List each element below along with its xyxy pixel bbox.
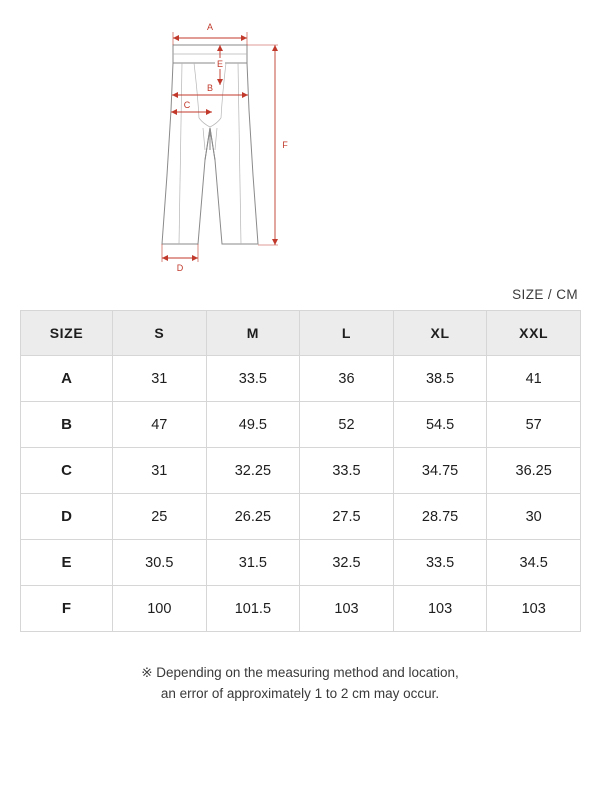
cell-a-xxl: 41 (487, 356, 581, 402)
cell-c-m: 32.25 (206, 448, 300, 494)
column-header-xxl: XXL (487, 311, 581, 356)
size-table-head (21, 311, 581, 356)
table-row (21, 540, 581, 586)
dimension-label-c: C (183, 100, 191, 110)
column-header-xl: XL (393, 311, 487, 356)
dimension-label-e: E (216, 59, 224, 69)
garment-diagram (0, 0, 600, 285)
cell-a-xl: 38.5 (393, 356, 487, 402)
table-row (21, 402, 581, 448)
cell-b-s: 47 (113, 402, 207, 448)
cell-e-s: 30.5 (113, 540, 207, 586)
cell-f-m: 101.5 (206, 586, 300, 632)
measurement-disclaimer (0, 662, 600, 704)
cell-d-xl: 28.75 (393, 494, 487, 540)
table-row (21, 494, 581, 540)
cell-a-m: 33.5 (206, 356, 300, 402)
cell-f-s: 100 (113, 586, 207, 632)
table-row (21, 448, 581, 494)
cell-d-s: 25 (113, 494, 207, 540)
disclaimer-line-2: an error of approximately 1 to 2 cm may occur. (160, 686, 440, 701)
cell-f-xl: 103 (393, 586, 487, 632)
pants-outline (162, 45, 258, 244)
cell-b-m: 49.5 (206, 402, 300, 448)
column-header-m: M (206, 311, 300, 356)
cell-d-m: 26.25 (206, 494, 300, 540)
cell-b-xl: 54.5 (393, 402, 487, 448)
unit-caption: SIZE / CM (512, 287, 578, 302)
row-label-e: E (21, 540, 113, 586)
table-row (21, 356, 581, 402)
row-label-a: A (21, 356, 113, 402)
cell-b-l: 52 (300, 402, 394, 448)
cell-c-xl: 34.75 (393, 448, 487, 494)
size-table (20, 310, 581, 632)
disclaimer-line-1: ※ Depending on the measuring method and location, (141, 665, 459, 680)
cell-e-l: 32.5 (300, 540, 394, 586)
cell-e-xl: 33.5 (393, 540, 487, 586)
cell-c-xxl: 36.25 (487, 448, 581, 494)
cell-e-m: 31.5 (206, 540, 300, 586)
cell-f-l: 103 (300, 586, 394, 632)
cell-c-s: 31 (113, 448, 207, 494)
column-header-size: SIZE (21, 311, 113, 356)
dimension-label-a: A (206, 22, 214, 32)
pants-technical-drawing (110, 0, 490, 285)
cell-f-xxl: 103 (487, 586, 581, 632)
cell-e-xxl: 34.5 (487, 540, 581, 586)
cell-b-xxl: 57 (487, 402, 581, 448)
dimension-label-d: D (176, 263, 184, 273)
dimension-label-f: F (282, 140, 288, 150)
cell-a-l: 36 (300, 356, 394, 402)
dimension-label-b: B (206, 83, 214, 93)
table-row (21, 586, 581, 632)
row-label-c: C (21, 448, 113, 494)
row-label-f: F (21, 586, 113, 632)
column-header-s: S (113, 311, 207, 356)
row-label-b: B (21, 402, 113, 448)
row-label-d: D (21, 494, 113, 540)
cell-a-s: 31 (113, 356, 207, 402)
size-table-wrap (20, 310, 580, 632)
column-header-l: L (300, 311, 394, 356)
cell-d-xxl: 30 (487, 494, 581, 540)
table-header-row (21, 311, 581, 356)
size-table-body (21, 356, 581, 632)
cell-d-l: 27.5 (300, 494, 394, 540)
cell-c-l: 33.5 (300, 448, 394, 494)
